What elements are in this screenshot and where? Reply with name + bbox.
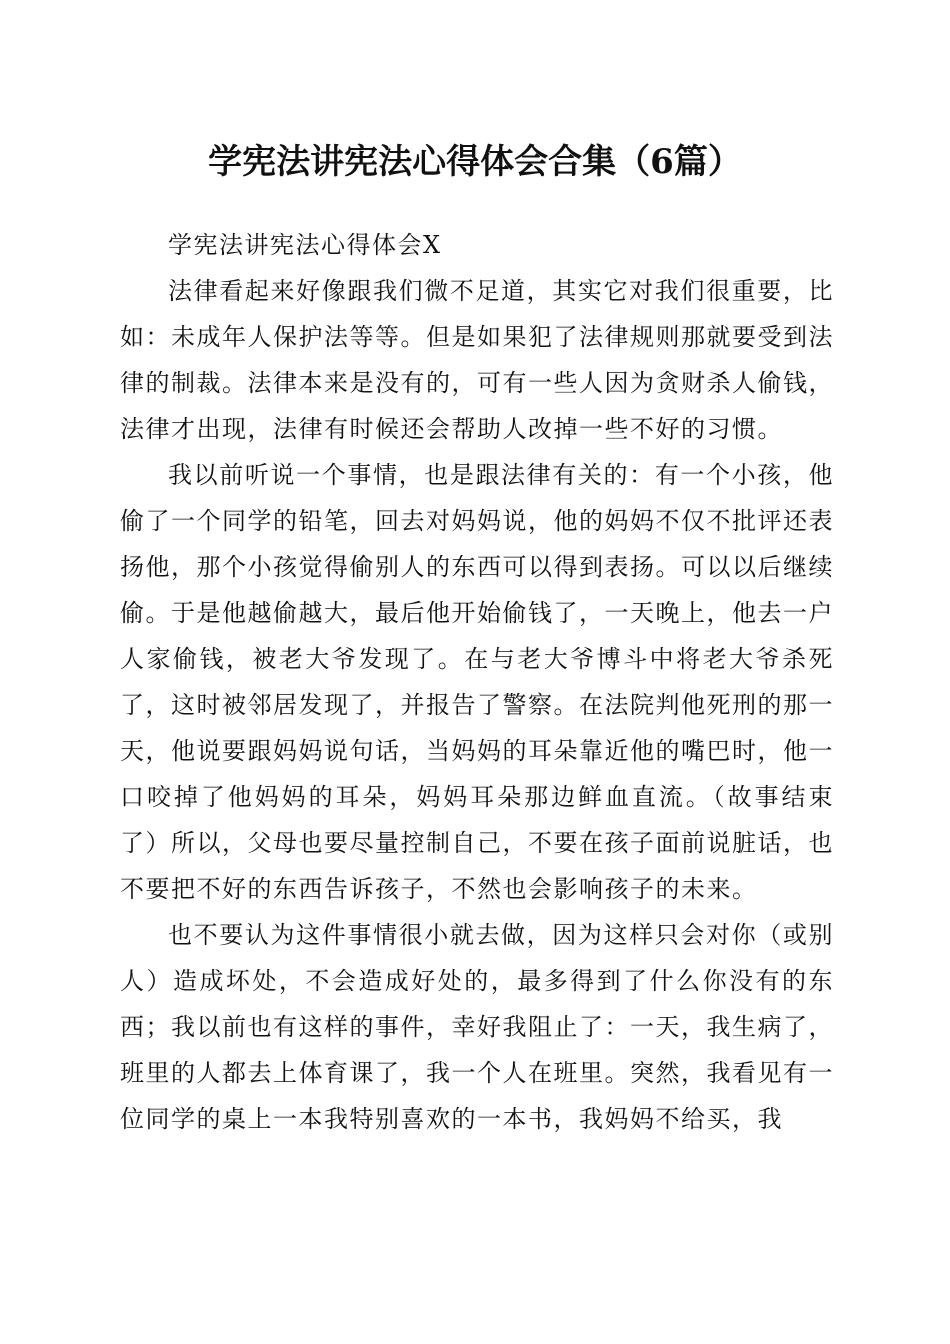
paragraph-2: 我以前听说一个事情，也是跟法律有关的：有一个小孩，他偷了一个同学的铅笔，回去对妈妈说，他的妈妈不仅不批评还表扬他，那个小孩觉得偷别人的东西可以得到表扬。可以以后继续偷。于是他越偷越大，最后他开始偷钱了，一天晚上，他去一户人家偷钱，被老大爷发现了。在与老大爷博斗中将老大爷杀死了，这时被邻居发现了，并报告了警察。在法院判他死刑的那一天，他说要跟妈妈说句话，当妈妈的耳朵靠近他的嘴巴时，他一口咬掉了他妈妈的耳朵，妈妈耳朵那边鲜血直流。（故事结束了）所以，父母也要尽量控制自己，不要在孩子面前说脏话，也不要把不好的东西告诉孩子，不然也会影响孩子的未来。 xyxy=(120,461,834,903)
document-body xyxy=(120,222,834,1142)
paragraph-3: 也不要认为这件事情很小就去做，因为这样只会对你（或别人）造成坏处，不会造成好处的，最多得到了什么你没有的东西；我以前也有这样的事件，幸好我阻止了：一天，我生病了，班里的人都去上体育课了，我一个人在班里。突然，我看见有一位同学的桌上一本我特别喜欢的一本书，我妈妈不给买，我 xyxy=(120,921,834,1133)
document-title: 学宪法讲宪法心得体会合集（6篇） xyxy=(208,142,742,182)
paragraph-1: 法律看起来好像跟我们微不足道，其实它对我们很重要，比如：未成年人保护法等等。但是如果犯了法律规则那就要受到法律的制裁。法律本来是没有的，可有一些人因为贪财杀人偷钱，法律才出现，法律有时候还会帮助人改掉一些不好的习惯。 xyxy=(120,277,834,443)
section-heading: 学宪法讲宪法心得体会X xyxy=(168,231,442,259)
